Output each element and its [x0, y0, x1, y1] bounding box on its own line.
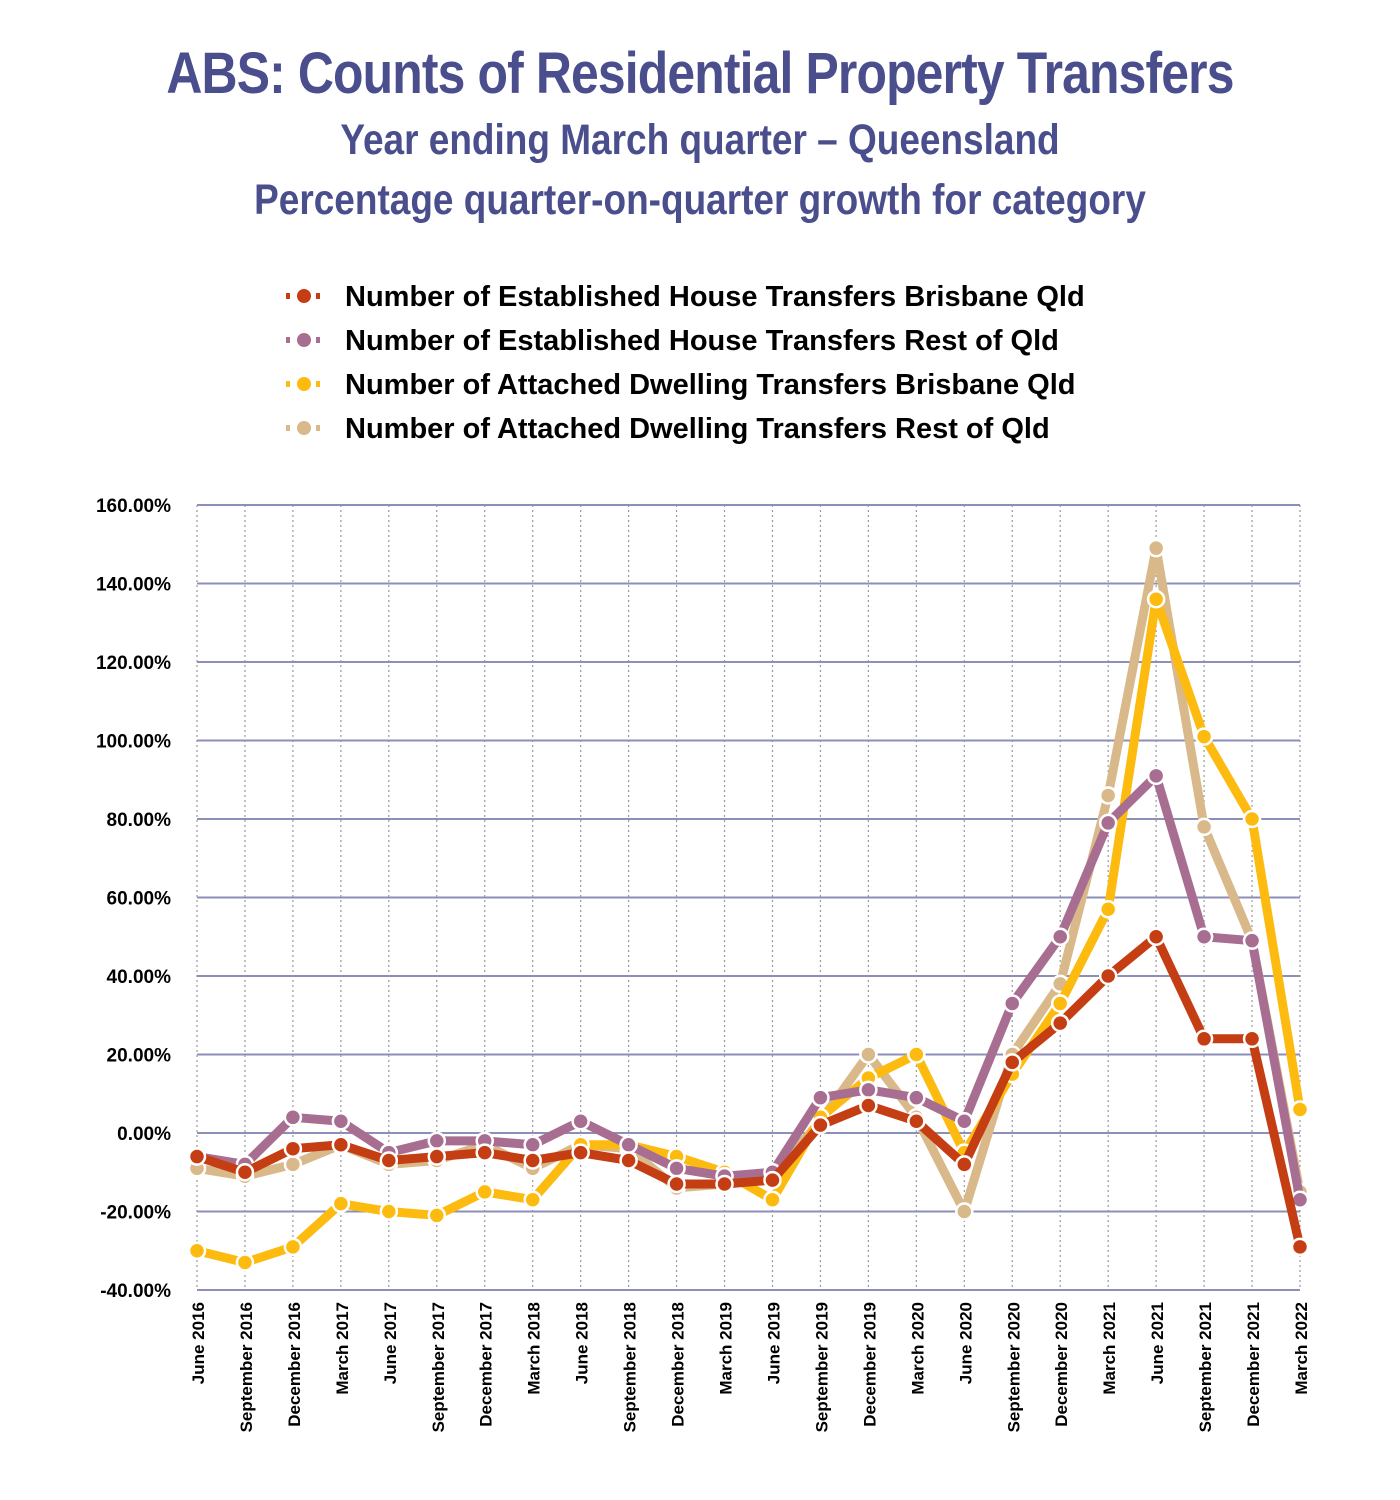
data-point — [429, 1207, 445, 1223]
y-axis-ticks — [96, 496, 171, 1302]
x-tick-label: December 2021 — [1244, 1302, 1264, 1427]
data-point — [1004, 995, 1020, 1011]
x-tick-label: June 2016 — [189, 1302, 208, 1385]
data-point — [669, 1176, 685, 1192]
data-point — [1244, 811, 1260, 827]
data-point — [525, 1192, 541, 1208]
legend-label: Number of Established House Transfers Brisbane Qld — [345, 281, 1085, 313]
chart-subtitle-2: Percentage quarter-on-quarter growth for category — [254, 176, 1146, 224]
x-tick-label: March 2022 — [1292, 1302, 1311, 1395]
x-tick-label: March 2020 — [908, 1302, 928, 1395]
series-group — [189, 540, 1308, 1219]
y-tick-label: 40.00% — [106, 967, 171, 988]
data-point — [285, 1141, 301, 1157]
x-tick-label: June 2017 — [380, 1302, 400, 1385]
y-tick-label: 60.00% — [106, 888, 171, 910]
legend-swatch-marker — [296, 332, 312, 348]
data-point — [1148, 591, 1164, 607]
x-tick-label: December 2019 — [860, 1302, 880, 1427]
x-tick-label: March 2021 — [1100, 1302, 1120, 1395]
x-tick-label: September 2021 — [1196, 1302, 1216, 1433]
data-point — [285, 1109, 301, 1125]
y-tick-label: 100.00% — [95, 731, 171, 753]
chart-series — [189, 540, 1308, 1270]
data-point — [1196, 819, 1212, 835]
data-point — [1148, 929, 1164, 945]
x-tick-label: March 2017 — [332, 1302, 352, 1395]
x-tick-label: December 2017 — [476, 1302, 496, 1427]
data-point — [764, 1192, 780, 1208]
x-tick-label: June 2021 — [1148, 1302, 1168, 1385]
series-line — [197, 776, 1300, 1200]
data-point — [1196, 729, 1212, 745]
legend-swatch-marker — [296, 376, 312, 392]
x-tick-label: March 2018 — [524, 1302, 544, 1395]
series-group — [189, 768, 1308, 1208]
series-line — [197, 599, 1300, 1262]
data-point — [477, 1184, 493, 1200]
data-point — [860, 1047, 876, 1063]
data-point — [956, 1113, 972, 1129]
data-point — [717, 1176, 733, 1192]
data-point — [1100, 815, 1116, 831]
x-tick-label: June 2019 — [764, 1302, 784, 1385]
y-tick-label: 160.00% — [95, 496, 171, 517]
y-tick-label: 120.00% — [95, 653, 171, 674]
data-point — [1052, 929, 1068, 945]
legend-label: Number of Established House Transfers Rest of Qld — [345, 325, 1059, 357]
data-point — [1292, 1239, 1308, 1255]
data-point — [860, 1098, 876, 1114]
data-point — [1052, 1015, 1068, 1031]
data-point — [525, 1137, 541, 1153]
y-tick-label: 0.00% — [117, 1124, 171, 1145]
data-point — [1100, 787, 1116, 803]
x-tick-label: March 2019 — [716, 1302, 736, 1395]
data-point — [1148, 768, 1164, 784]
data-point — [237, 1255, 253, 1271]
data-point — [1292, 1101, 1308, 1117]
x-axis-ticks — [189, 1302, 1311, 1432]
data-point — [525, 1152, 541, 1168]
data-point — [333, 1113, 349, 1129]
x-tick-label: September 2020 — [1004, 1302, 1024, 1433]
data-point — [1244, 933, 1260, 949]
legend-item — [286, 325, 1059, 357]
data-point — [429, 1133, 445, 1149]
x-tick-label: September 2018 — [620, 1302, 640, 1433]
data-point — [908, 1090, 924, 1106]
legend-swatch-marker — [296, 288, 312, 304]
series-group — [189, 591, 1308, 1270]
data-point — [285, 1239, 301, 1255]
data-point — [237, 1164, 253, 1180]
data-point — [621, 1152, 637, 1168]
data-point — [381, 1152, 397, 1168]
legend-label: Number of Attached Dwelling Transfers Brisbane Qld — [345, 369, 1076, 401]
data-point — [189, 1243, 205, 1259]
data-point — [573, 1113, 589, 1129]
y-tick-label: 80.00% — [106, 810, 171, 831]
x-tick-label: September 2016 — [236, 1302, 256, 1433]
data-point — [908, 1047, 924, 1063]
y-tick-label: -40.00% — [100, 1281, 171, 1302]
x-tick-label: September 2019 — [812, 1302, 832, 1433]
data-point — [1196, 1031, 1212, 1047]
x-tick-label: December 2016 — [284, 1302, 304, 1427]
legend-item — [286, 369, 1076, 401]
chart-title: ABS: Counts of Residential Property Transfers — [166, 41, 1234, 106]
legend-item — [286, 281, 1085, 313]
data-point — [429, 1149, 445, 1165]
x-tick-label: June 2018 — [572, 1302, 592, 1385]
x-tick-label: September 2017 — [428, 1302, 448, 1433]
chart-subtitle-1: Year ending March quarter – Queensland — [340, 116, 1060, 164]
legend-item — [286, 413, 1050, 445]
data-point — [285, 1156, 301, 1172]
x-tick-label: June 2020 — [956, 1302, 976, 1385]
legend-label: Number of Attached Dwelling Transfers Rest of Qld — [345, 413, 1050, 445]
data-point — [956, 1204, 972, 1220]
data-point — [621, 1137, 637, 1153]
x-tick-label: December 2020 — [1052, 1302, 1072, 1427]
data-point — [812, 1117, 828, 1133]
data-point — [477, 1145, 493, 1161]
data-point — [956, 1156, 972, 1172]
data-point — [1052, 995, 1068, 1011]
data-point — [333, 1137, 349, 1153]
series-line — [197, 937, 1300, 1247]
data-point — [1244, 1031, 1260, 1047]
data-point — [812, 1090, 828, 1106]
data-point — [1148, 540, 1164, 556]
data-point — [1196, 929, 1212, 945]
data-point — [381, 1204, 397, 1220]
chart-legend — [286, 281, 1085, 445]
data-point — [1004, 1054, 1020, 1070]
series-line — [197, 548, 1300, 1211]
data-point — [860, 1082, 876, 1098]
data-point — [573, 1145, 589, 1161]
y-tick-label: 140.00% — [95, 574, 171, 596]
data-point — [333, 1196, 349, 1212]
x-tick-label: December 2018 — [668, 1302, 688, 1427]
legend-swatch-marker — [296, 420, 312, 436]
y-tick-label: -20.00% — [100, 1202, 171, 1224]
y-tick-label: 20.00% — [106, 1045, 171, 1067]
data-point — [764, 1172, 780, 1188]
data-point — [908, 1113, 924, 1129]
data-point — [1100, 968, 1116, 984]
data-point — [1100, 901, 1116, 917]
data-point — [189, 1149, 205, 1165]
data-point — [669, 1160, 685, 1176]
